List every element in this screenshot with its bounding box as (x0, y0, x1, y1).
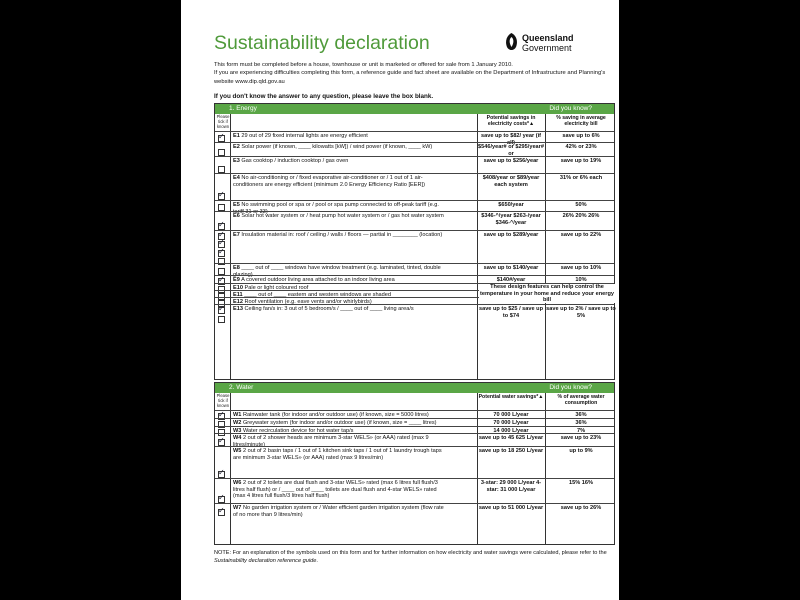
row-code: E4 (233, 175, 240, 181)
form-row (215, 433, 614, 447)
row-text: Gas cooktop / induction cooktop / gas oven (241, 158, 349, 164)
row-code: W5 (233, 448, 242, 454)
percentage-value: save up to 22% (560, 232, 602, 238)
please-tick-label: Please tick if known (216, 393, 230, 408)
tick-mark-icon: ✓ (218, 132, 225, 141)
queensland-government-logo (503, 30, 613, 60)
row-text: Ceiling fan/s in: 3 out of 5 bedroom/s / ____ out of ____ living area/s (244, 306, 414, 312)
queensland-crest-icon (503, 32, 520, 52)
savings-value: save up to $25 / save up to $74 (478, 306, 544, 319)
row-text: Roof ventilation (e.g. eave vents and/or whirlybirds) (244, 299, 372, 305)
savings-value: $346-^/year $263-/year $346-^/year (481, 213, 541, 226)
row-code: W1 (233, 412, 242, 418)
row-code: E6 (233, 213, 240, 219)
electricity-savings-header: Potential savings in electricity costs*▲ (486, 115, 536, 127)
row-code: E7 (233, 232, 240, 238)
energy-section-title: 1. Energy (229, 105, 257, 112)
form-page (181, 0, 619, 600)
tick-mark-icon: ✓ (218, 238, 225, 247)
savings-value: $650/year (498, 202, 524, 208)
percentage-value: save up to 10% (560, 265, 602, 271)
row-code: W6 (233, 480, 242, 486)
energy-section (214, 103, 615, 380)
did-you-know-label: Did you know? (549, 384, 592, 391)
tick-mark-icon: ✓ (218, 190, 225, 199)
row-label (233, 158, 448, 165)
percentage-value: 36% (575, 412, 587, 418)
savings-value: save up to $82/ year (if all) (480, 133, 541, 146)
logo-text: Queensland Government (522, 33, 574, 53)
row-code: E2 (233, 144, 240, 150)
savings-value: 70 000 L/year (493, 420, 529, 426)
form-row (215, 478, 614, 504)
tick-mark-icon: ✓ (218, 493, 225, 502)
row-code: E12 (233, 299, 243, 305)
row-code: W7 (233, 505, 242, 511)
row-code: E10 (233, 285, 243, 291)
row-code: E9 (233, 277, 240, 283)
percentage-value: 26% 20% 26% (562, 213, 600, 219)
savings-value: save up to 45 625 L/year (478, 435, 544, 441)
row-text: Rainwater tank (for indoor and/or outdoor use) (if known, size = 5000 litres) (242, 412, 429, 418)
savings-value: save up to $140/year (483, 265, 539, 271)
tick-mark-icon: ✓ (218, 304, 225, 313)
tick-mark-icon: ✓ (218, 230, 225, 239)
tick-mark-icon: ✓ (218, 506, 225, 515)
please-tick-label: Please tick if known (216, 114, 230, 129)
savings-value: 14 000 L/year (493, 428, 529, 434)
savings-value: 3-star: 29 000 L/year 4-star: 31 000 L/year (480, 480, 542, 493)
form-row (215, 211, 614, 231)
row-code: E11 (233, 292, 243, 298)
row-text: Pale or light coloured roof (244, 285, 309, 291)
percentage-value: 31% or 6% each (559, 175, 603, 181)
checkbox-icon[interactable] (218, 204, 225, 211)
did-you-know-label: Did you know? (549, 105, 592, 112)
form-row (215, 156, 614, 174)
percentage-value: 10% (575, 277, 587, 283)
design-features-note: These design features can help control the temperature in your home and reduce your energy bill (480, 284, 614, 304)
row-text: A covered outdoor living area attached to an indoor living area (241, 277, 395, 283)
instruction-note: If you don't know the answer to any question, please leave the box blank. (214, 93, 434, 100)
row-text: 2 out of 2 basin taps / 1 out of 1 kitchen sink taps / 1 out of 1 laundry trough taps are minimum 3-star WELS» (or AAA) rated (max 9 litres/min) (233, 448, 442, 461)
electricity-bill-header: % saving in average electricity bill (556, 115, 606, 127)
form-row (215, 142, 614, 157)
form-title: Sustainability declaration (214, 32, 430, 54)
savings-value: $140#/year (496, 277, 526, 283)
savings-value: $546/year# or $295/year# or (478, 144, 544, 157)
row-label (233, 133, 448, 140)
row-text: No garden irrigation system or / Water efficient garden irrigation system (flow rate of no more than 9 litres/min) (233, 505, 444, 518)
water-section (214, 382, 615, 545)
row-label (233, 505, 448, 518)
tick-mark-icon: ✓ (218, 410, 225, 419)
row-text: 2 out of 2 toilets are dual flush and 3-star WELS» rated (max 6 litres full flush/3 litres half flush) or / ____ out of ____ toilets are dual flush and 4-star WELS» rated (max 4 litres full flush/3 litres half flush) (233, 480, 438, 500)
row-text: ____ out of ____ windows have window treatment (e.g. laminated, tinted, double glazing) (233, 265, 441, 278)
percentage-value: up to 9% (569, 448, 593, 454)
savings-value: save up to $256/year (483, 158, 539, 164)
percentage-value: 7% (576, 428, 586, 434)
form-row (215, 446, 614, 479)
intro-text: This form must be completed before a house, townhouse or unit is marketed or offered for sale from 1 January 2010. If you are experiencing difficulties completing this form, a reference guide and fact sheet are available on the Department of Infrastructure and Planning's website www.dip.qld.gov.au (214, 62, 606, 85)
tick-mark-icon: ✓ (218, 468, 225, 477)
form-row (215, 173, 614, 201)
form-row (215, 230, 614, 264)
row-text: ____ out of ____ eastern and western windows are shaded (244, 292, 392, 298)
savings-value: save up to $289/year (483, 232, 539, 238)
form-row (215, 304, 614, 323)
footnote: NOTE: For an explanation of the symbols used on this form and for further information on how electricity and water savings were calculated, please refer to the Sustainability declaration reference guide. (214, 550, 607, 564)
percentage-value: 42% or 23% (565, 144, 597, 150)
percentage-value: save up to 23% (560, 435, 602, 441)
percentage-value: 50% (575, 202, 587, 208)
row-text: Water recirculation device for hot water tap/s (242, 428, 354, 434)
row-text: 2 out of 2 shower heads are minimum 3-star WELS» (or AAA) rated (max 9 litres/minute) (233, 435, 429, 448)
water-savings-header: Potential water savings*▲ (478, 394, 544, 400)
savings-value: save up to 51 000 L/year (478, 505, 544, 511)
checkbox-icon[interactable] (218, 149, 225, 156)
row-label (233, 448, 448, 461)
tick-mark-icon: ✓ (218, 220, 225, 229)
row-label (233, 232, 448, 239)
row-label (233, 213, 448, 220)
tick-mark-icon: ✓ (218, 247, 225, 256)
savings-value: 70 000 L/year (493, 412, 529, 418)
row-text: 29 out of 29 fixed internal lights are energy efficient (241, 133, 368, 139)
row-text: Insulation material in: roof / ceiling / walls / floors — partial in ________ (location) (241, 232, 443, 238)
row-text: Solar hot water system or / heat pump hot water system or / gas hot water system (241, 213, 444, 219)
water-section-title: 2. Water (229, 384, 254, 391)
percentage-value: 36% (575, 420, 587, 426)
row-label (233, 480, 448, 500)
row-label (233, 175, 448, 188)
percentage-value: save up to 6% (562, 133, 600, 139)
percentage-value: save up to 19% (560, 158, 602, 164)
row-text: Greywater system (for indoor and/or outdoor use) (if known, size = ____ litres) (242, 420, 437, 426)
savings-value: save up to 18 250 L/year (478, 448, 544, 454)
row-code: E5 (233, 202, 240, 208)
tick-mark-icon: ✓ (218, 275, 225, 284)
checkbox-icon[interactable] (218, 316, 225, 323)
checkbox-icon[interactable] (218, 268, 225, 275)
row-code: E3 (233, 158, 240, 164)
energy-section-header (215, 104, 614, 114)
form-row (215, 503, 614, 517)
water-consumption-header: % of average water consumption (557, 394, 605, 406)
row-label (233, 306, 448, 313)
row-code: W4 (233, 435, 242, 441)
row-code: W3 (233, 428, 242, 434)
water-section-header (215, 383, 614, 393)
percentage-value: save up to 26% (560, 505, 602, 511)
row-text: Solar power (if known, ____ kilowatts [kW]) / wind power (if known, ____ kW) (241, 144, 433, 150)
row-code: E1 (233, 133, 240, 139)
tick-mark-icon: ✓ (218, 436, 225, 445)
percentage-value: save up to 2% / save up to 5% (546, 306, 616, 319)
row-code: E8 (233, 265, 240, 271)
savings-value: $408/year or $89/year each system (482, 175, 540, 188)
row-code: E13 (233, 306, 243, 312)
row-text: No swimming pool or spa or / pool or spa pump connected to off-peak tariff (e.g. tariff 31 or 33) (233, 202, 439, 215)
row-label (233, 144, 448, 151)
row-text: No air-conditioning or / fixed evaporative air-conditioner or / 1 out of 1 air-conditioners are energy efficient (minimum 2.0 Energy Efficiency Ratio [EER]) (233, 175, 425, 188)
checkbox-icon[interactable] (218, 166, 225, 173)
percentage-value: 15% 16% (569, 480, 593, 486)
row-code: W2 (233, 420, 242, 426)
